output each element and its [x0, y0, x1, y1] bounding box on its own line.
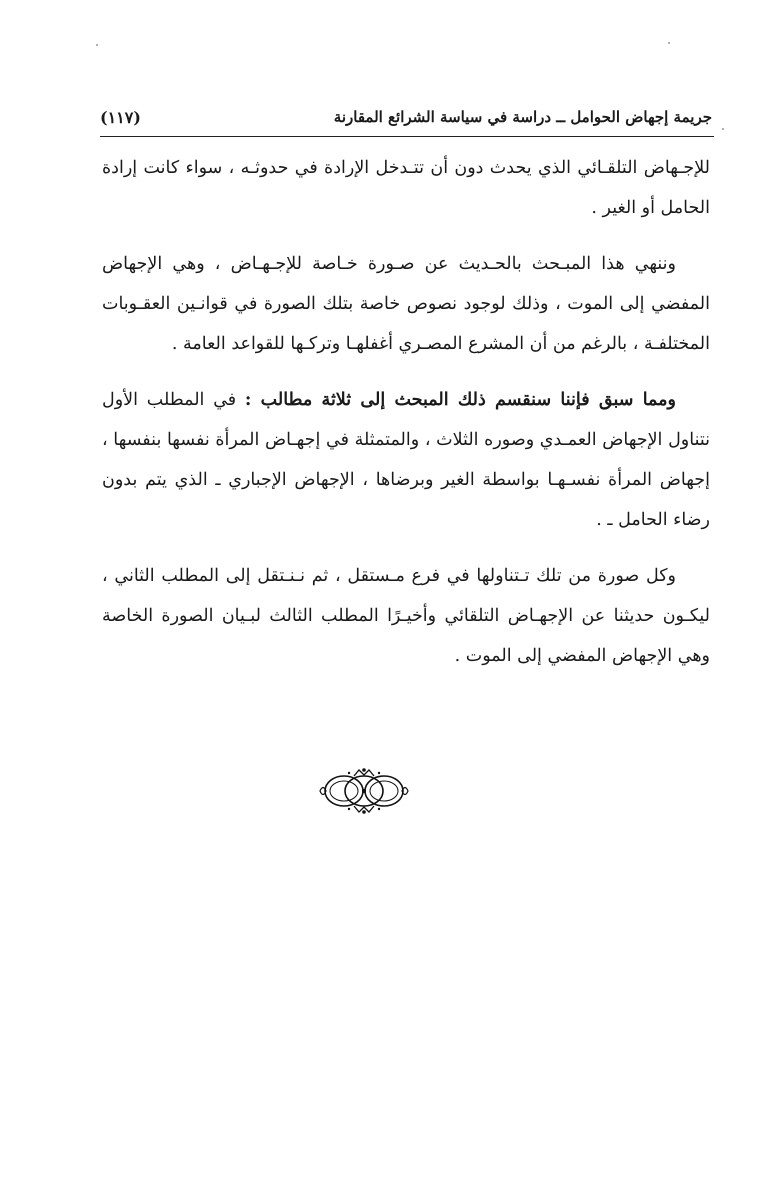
paragraph-4: وكل صورة من تلك تـتناولها في فرع مـستقل ، ثم نـنـتقل إلى المطلب الثاني ، ليكـون حديثنا عن الإجهـاض التلقائي وأخيـرًا المطلب الثالث لبـيان الصورة الخاصة وهي الإجهاض المفضي إلى الموت . [102, 566, 710, 666]
running-header [100, 100, 712, 134]
speck [96, 44, 98, 46]
decorative-ornament-icon [318, 766, 410, 816]
speck [668, 42, 670, 44]
header-rule [100, 136, 714, 137]
paragraph-1: للإجـهاض التلقـائي الذي يحدث دون أن تتـدخل الإرادة في حدوثـه ، سواء كانت إرادة الحامل أو الغير . [102, 158, 710, 218]
speck [722, 128, 724, 130]
paragraph-2: وننهي هذا المبـحث بالحـديث عن صـورة خـاصة للإجـهـاض ، وهي الإجهاض المفضي إلى الموت ، وذلك لوجود نصوص خاصة بتلك الصورة في قوانـين العقـوبات المختلفـة ، بالرغم من أن المشرع المصـري أغفلهـا وتركـها للقواعد العامة . [102, 254, 710, 354]
paragraph-3-lead: ومما سبق فإننا سنقسم ذلك المبحث إلى ثلاثة مطالب : [244, 390, 676, 410]
page-number: (١١٧) [100, 107, 141, 127]
paragraph-3 [102, 380, 710, 540]
page-body [102, 148, 710, 692]
paragraph-3-text: في المطلب الأول نتناول الإجهاض العمـدي وصوره الثلاث ، والمتمثلة في إجهـاض المرأة نفسها بنفسها ، إجهاض المرأة نفسـهـا بواسطة الغير وبرضاها ، الإجهاض الإجباري ـ الذي يتم بدون رضاء الحامل ـ . [102, 390, 710, 530]
running-title: جريمة إجهاض الحوامل ــ دراسة في سياسة الشرائع المقارنة [333, 108, 712, 126]
